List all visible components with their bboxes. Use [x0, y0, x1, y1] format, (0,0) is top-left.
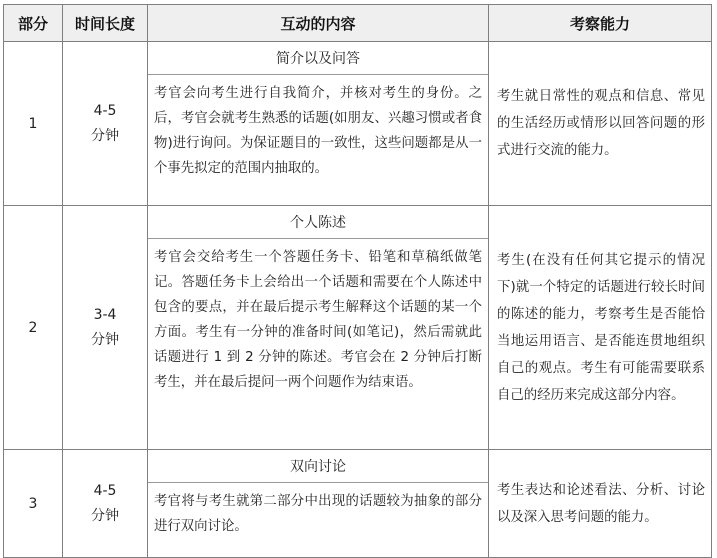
interaction-body: 考官会向考生进行自我简介，并核对考生的身份。之后，考官会就考生熟悉的话题(如朋友、兴趣习惯或者食物)进行询问。为保证题目的一致性，这些问题都是从一个事先拟定的范围内抽取的。	[154, 86, 482, 176]
header-interaction: 互动的内容	[148, 5, 489, 42]
header-time: 时间长度	[63, 5, 148, 42]
interaction-cell	[148, 42, 489, 206]
time-length	[63, 450, 148, 558]
interaction-cell	[148, 450, 489, 558]
time-unit: 分钟	[91, 331, 119, 348]
interaction-title: 双向讨论	[148, 450, 488, 483]
ability-text: 考生(在没有任何其它提示的情况下)就一个特定的话题进行较长时间的陈述的能力，考察考生是否能恰当地运用语言、是否能连贯地组织自己的观点。考生有可能需要联系自己的经历来完成这部分内容。	[489, 206, 712, 450]
time-unit: 分钟	[91, 507, 119, 524]
interaction-body: 考官会交给考生一个答题任务卡、铅笔和草稿纸做笔记。答题任务卡上会给出一个话题和需要在个人陈述中包含的要点，并在最后提示考生解释这个话题的某一个方面。考生有一分钟的准备时间(如笔记)，然后需就此话题进行 1 到 2 分钟的陈述。考官会在 2 分钟后打断考生，并在最后提问一两个问题作为结束语。	[154, 250, 482, 390]
part-number: 3	[4, 450, 63, 558]
time-length	[63, 42, 148, 206]
time-range: 4-5	[93, 102, 117, 119]
ability-text: 考生表达和论述看法、分析、讨论以及深入思考问题的能力。	[489, 450, 712, 558]
table-row	[4, 450, 712, 558]
time-length	[63, 206, 148, 450]
speaking-test-table	[3, 4, 712, 558]
interaction-body: 考官将与考生就第二部分中出现的话题较为抽象的部分进行双向讨论。	[154, 494, 482, 534]
table-header-row	[4, 5, 712, 42]
header-ability: 考察能力	[489, 5, 712, 42]
part-number: 1	[4, 42, 63, 206]
time-range: 4-5	[93, 482, 117, 499]
table-row	[4, 42, 712, 206]
interaction-title: 简介以及问答	[148, 42, 488, 75]
time-unit: 分钟	[91, 127, 119, 144]
table-row	[4, 206, 712, 450]
interaction-title: 个人陈述	[148, 206, 488, 239]
ability-text: 考生就日常性的观点和信息、常见的生活经历或情形以回答问题的形式进行交流的能力。	[489, 42, 712, 206]
time-range: 3-4	[93, 306, 117, 323]
part-number: 2	[4, 206, 63, 450]
header-part: 部分	[4, 5, 63, 42]
interaction-cell	[148, 206, 489, 450]
